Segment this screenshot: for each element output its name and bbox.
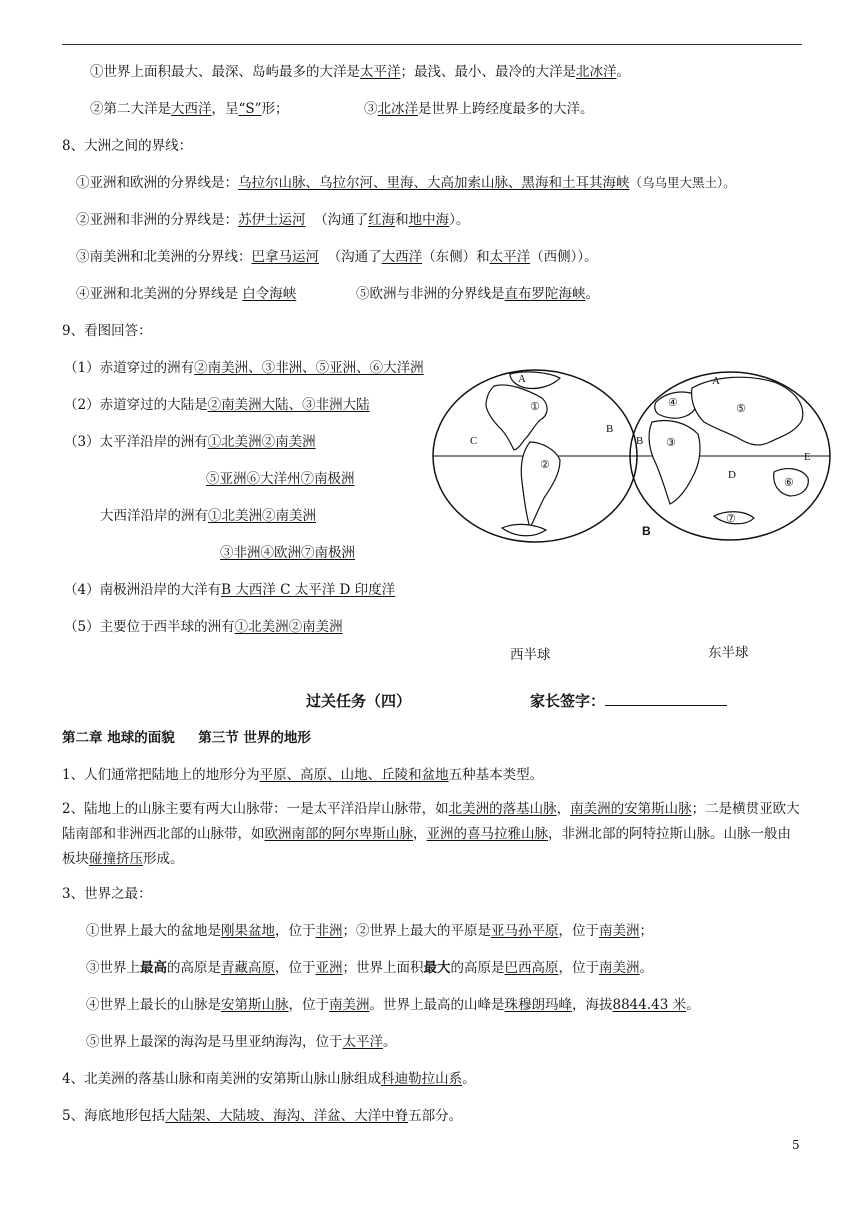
- topic-3-heading: 3、世界之最：: [62, 886, 152, 902]
- topic-3-line-3: [86, 995, 700, 1015]
- label-A2: A: [712, 375, 720, 387]
- question-3: [64, 432, 316, 452]
- answer: “S”: [238, 101, 262, 117]
- topic-3-line-4: [86, 1032, 397, 1052]
- text: 。: [686, 997, 700, 1013]
- chapter-heading: [62, 728, 311, 748]
- answer: 北美洲的落基山脉: [448, 801, 557, 817]
- answer: 北冰洋: [377, 101, 418, 117]
- answer: 乌拉尔山脉、乌拉尔河、里海、大高加索山脉、黑海和土耳其海峡: [238, 175, 630, 191]
- question-2: [64, 395, 370, 415]
- label-C: C: [470, 435, 478, 447]
- text: ①世界上最大的盆地是: [86, 923, 221, 939]
- text: 。: [585, 286, 599, 302]
- north-america-shape: [486, 385, 547, 450]
- signature-label: 家长签字：: [530, 692, 606, 710]
- section-title: 第三节 世界的地形: [198, 730, 311, 746]
- label-B1: B: [606, 423, 614, 435]
- text: ）。: [449, 212, 470, 228]
- label-n3: ③: [666, 437, 676, 449]
- text: ；②世界上最大的平原是: [342, 923, 491, 939]
- text: ；最浅、最小、最冷的大洋是: [400, 64, 576, 80]
- text: ①亚洲和欧洲的分界线是：: [76, 175, 238, 191]
- task-title: 过关任务（四）: [306, 692, 412, 710]
- answer: ②南美洲、③非洲、⑤亚洲、⑥大洋洲: [194, 360, 424, 376]
- label-n7: ⑦: [726, 513, 736, 525]
- answer: 亚马孙平原: [491, 923, 559, 939]
- answer: ①北美洲②南美洲: [208, 508, 316, 524]
- text: （乌乌里大黑土）。: [629, 175, 736, 190]
- text: 是世界上跨经度最多的大洋。: [418, 101, 594, 117]
- text: ③世界上: [86, 960, 140, 976]
- text: （1）赤道穿过的洲有: [64, 360, 195, 376]
- text: ，位于: [275, 960, 316, 976]
- south-america-shape: [521, 442, 560, 528]
- text: 2、陆地上的山脉主要有两大山脉带：一是太平洋沿岸山脉带，如: [62, 801, 449, 817]
- text: ③: [364, 101, 378, 117]
- answer: 巴西高原: [504, 960, 559, 976]
- question-4: [64, 580, 395, 600]
- question-3-atlantic: [100, 506, 316, 526]
- answer: 太平洋: [342, 1034, 383, 1050]
- answer: 南美洲: [599, 960, 640, 976]
- text: ②亚洲和非洲的分界线是：: [76, 212, 238, 228]
- text: ④世界上最长的山脉是: [86, 997, 221, 1013]
- ocean-fact-3: [364, 99, 594, 119]
- answer: 亚洲: [315, 960, 343, 976]
- africa-shape: [649, 421, 700, 505]
- text: ，位于: [275, 923, 316, 939]
- answer: ①北美洲②南美洲: [234, 619, 343, 635]
- text: 形成。: [143, 851, 184, 867]
- text: ①世界上面积最大、最深、岛屿最多的大洋是: [90, 64, 360, 80]
- answer: B 大西洋 C 太平洋 D 印度洋: [221, 582, 396, 598]
- answer: 巴拿马运河: [251, 249, 319, 265]
- answer: 刚果盆地: [221, 923, 275, 939]
- topic-3-line-2: [86, 958, 653, 978]
- text: 。世界上最高的山峰是: [369, 997, 505, 1013]
- answer: 直布罗陀海峡: [504, 286, 586, 302]
- chapter-title: 第二章 地球的面貌: [62, 730, 175, 746]
- signature-field[interactable]: [605, 691, 727, 706]
- text: （沟通了: [327, 249, 382, 265]
- topic-4: [62, 1069, 476, 1089]
- page-number: 5: [792, 1138, 800, 1152]
- label-D: D: [728, 469, 736, 481]
- text: （3）太平洋沿岸的洲有: [64, 434, 208, 450]
- emphasis: 最大: [423, 960, 451, 976]
- ocean-fact-2: [90, 99, 289, 119]
- label-n2: ②: [540, 459, 550, 471]
- text: ，位于: [558, 923, 599, 939]
- label-A1: A: [518, 373, 526, 385]
- text: ③南美洲和北美洲的分界线：: [76, 249, 252, 265]
- answer: 南美洲: [599, 923, 640, 939]
- topic-5: [62, 1106, 462, 1126]
- text: 。: [616, 64, 630, 80]
- answer: ⑤亚洲⑥大洋州⑦南极洲: [206, 471, 355, 487]
- label-B2: B: [636, 435, 644, 447]
- answer: ①北美洲②南美洲: [207, 434, 316, 450]
- text: 形；: [261, 101, 289, 117]
- label-n1: ①: [530, 401, 540, 413]
- boundary-asia-europe: [76, 173, 736, 193]
- text: （沟通了: [314, 212, 369, 228]
- text: ；二是横贯亚欧大陆南部和非洲西北部的山脉带，如: [62, 801, 800, 842]
- label-n5: ⑤: [736, 403, 746, 415]
- answer: 大陆架、大陆坡、海沟、洋盆、大洋中脊: [165, 1108, 409, 1124]
- question-3-atlantic-continued: [220, 543, 355, 563]
- section-8-heading: 8、大洲之间的界线：: [62, 138, 193, 154]
- boundary-asia-africa: [76, 210, 469, 230]
- text: 五种基本类型。: [448, 767, 544, 783]
- text: 。: [383, 1034, 397, 1050]
- text: ，位于: [558, 960, 599, 976]
- answer: 红海: [368, 212, 396, 228]
- emphasis: 最高: [140, 960, 167, 976]
- topic-3-line-1: [86, 921, 653, 941]
- text: ；世界上面积: [342, 960, 424, 976]
- text: ，呈: [211, 101, 239, 117]
- text: 。: [639, 960, 653, 976]
- answer: 科迪勒拉山系: [381, 1071, 463, 1087]
- question-5: [64, 617, 343, 637]
- answer: 平原、高原、山地、丘陵和盆地: [259, 767, 449, 783]
- question-3-continued: [206, 469, 355, 489]
- answer: 8844.43 米: [612, 997, 687, 1013]
- text: ⑤世界上最深的海沟是马里亚纳海沟，位于: [86, 1034, 343, 1050]
- text: 和: [395, 212, 409, 228]
- text: （东侧）和: [422, 249, 490, 265]
- text: ；: [639, 923, 653, 939]
- text: 。: [462, 1071, 476, 1087]
- ocean-fact-1: [90, 62, 630, 82]
- text: ⑤欧洲与非洲的分界线是: [356, 286, 505, 302]
- label-E: E: [804, 451, 811, 463]
- label-n6: ⑥: [784, 477, 794, 489]
- text: ，海拔: [572, 997, 613, 1013]
- boundary-asia-namerica: [76, 284, 296, 304]
- boundary-samerica-namerica: [76, 247, 598, 267]
- answer: 非洲: [315, 923, 343, 939]
- answer: 太平洋: [489, 249, 531, 265]
- text: 1、人们通常把陆地上的地形分为: [62, 767, 260, 783]
- text: （2）赤道穿过的大陆是: [64, 397, 208, 413]
- answer: ②南美洲大陆、③非洲大陆: [207, 397, 370, 413]
- antarctica-west-shape: [502, 524, 546, 535]
- text: （西侧））。: [530, 249, 598, 265]
- asia-shape: [692, 377, 803, 445]
- label-n4: ④: [668, 397, 678, 409]
- answer: 大西洋: [171, 101, 212, 117]
- answer: 北冰洋: [576, 64, 617, 80]
- answer: 珠穆朗玛峰: [504, 997, 572, 1013]
- answer: 青藏高原: [221, 960, 275, 976]
- west-hemisphere-caption: 西半球: [510, 647, 551, 663]
- boundary-europe-africa: [356, 284, 599, 304]
- answer: 苏伊士运河: [238, 212, 306, 228]
- topic-2: [62, 797, 802, 872]
- question-1: [64, 358, 424, 378]
- text: ，非洲北部的阿特拉斯山脉。山脉一般由板块: [62, 826, 791, 867]
- east-hemisphere-caption: 东半球: [708, 645, 749, 661]
- answer: 地中海: [408, 212, 450, 228]
- parent-signature: [530, 691, 727, 711]
- text: 5、海底地形包括: [62, 1108, 166, 1124]
- text: ，: [556, 801, 571, 817]
- answer: 亚洲的喜马拉雅山脉: [426, 826, 548, 842]
- text: ②第二大洋是: [90, 101, 171, 117]
- answer: 南美洲的安第斯山脉: [570, 801, 692, 817]
- text: ④亚洲和北美洲的分界线是: [76, 286, 238, 302]
- answer: 白令海峡: [242, 286, 297, 302]
- text: （5）主要位于西半球的洲有: [64, 619, 235, 635]
- section-9-heading: 9、看图回答：: [62, 323, 152, 339]
- answer: 安第斯山脉: [221, 997, 289, 1013]
- text: 的高原是: [450, 960, 505, 976]
- text: 大西洋沿岸的洲有: [100, 508, 208, 524]
- hemisphere-map: [430, 364, 834, 544]
- text: 的高原是: [167, 960, 221, 976]
- answer: 欧洲南部的阿尔卑斯山脉: [264, 826, 413, 842]
- text: ，位于: [288, 997, 329, 1013]
- answer: 碰撞挤压: [89, 851, 143, 867]
- answer: ③非洲④欧洲⑦南极洲: [220, 545, 355, 561]
- text: 4、北美洲的落基山脉和南美洲的安第斯山脉山脉组成: [62, 1071, 382, 1087]
- topic-1: [62, 765, 543, 785]
- text: （4）南极洲沿岸的大洋有: [64, 582, 222, 598]
- header-rule: [62, 44, 802, 45]
- answer: 南美洲: [329, 997, 370, 1013]
- answer: 太平洋: [360, 64, 401, 80]
- answer: 大西洋: [381, 249, 423, 265]
- text: ，: [413, 826, 427, 842]
- map-label-B-bottom: B: [642, 524, 651, 538]
- text: 五部分。: [408, 1108, 463, 1124]
